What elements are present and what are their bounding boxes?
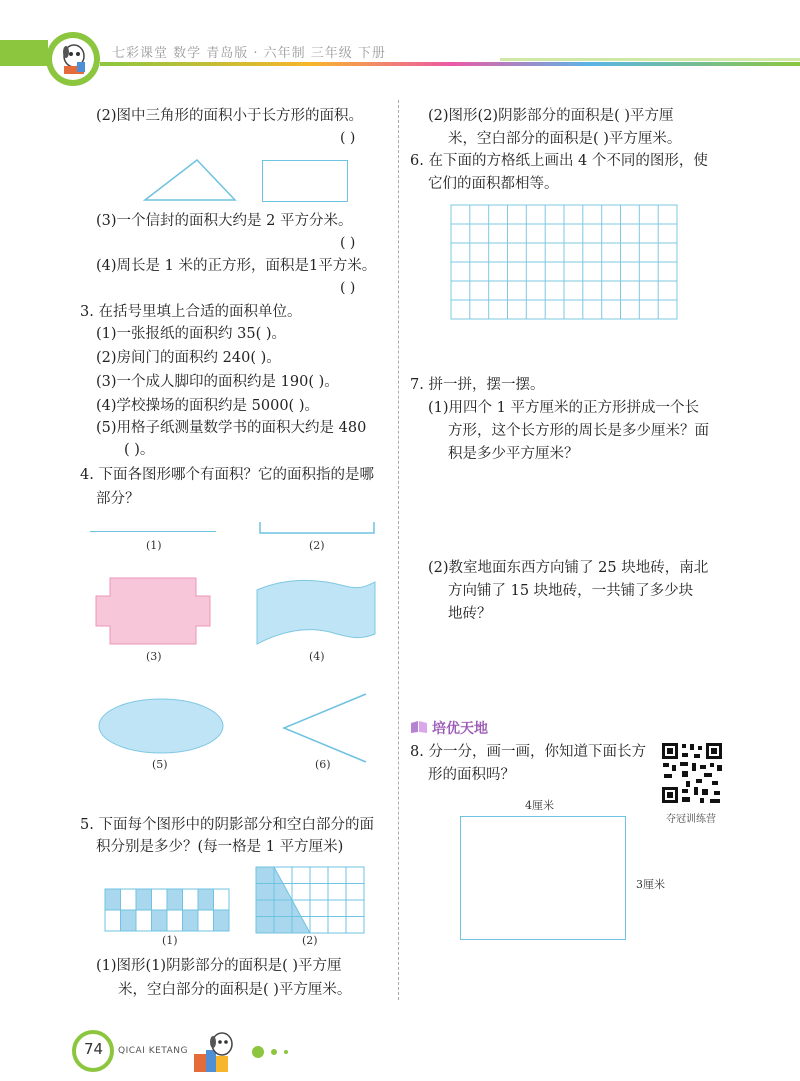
section-book-icon (410, 720, 428, 734)
q5-answer-2: (2)图形(2)阴影部分的面积是( )平方厘 (428, 108, 674, 124)
q3-item-5: (5)用格子纸测量数学书的面积大约是 480 (96, 420, 367, 436)
figure-wavy-shape (255, 576, 377, 648)
rectangle-figure (262, 160, 348, 202)
q7-2-line1: (2)教室地面东西方向铺了 25 块地砖，南北 (428, 560, 709, 576)
q7-2-line2: 方向铺了 15 块地砖，一共铺了多少块 (448, 583, 694, 599)
figure-pink-shape (94, 576, 212, 646)
mascot-logo (44, 30, 102, 88)
figure-ellipse (97, 697, 225, 755)
page-number: 74 (84, 1040, 104, 1058)
q2-item-2: (2)图中三角形的面积小于长方形的面积。 (96, 108, 364, 124)
q3-item-4: (4)学校操场的面积约是 5000( )。 (96, 398, 319, 414)
figure-line (90, 531, 216, 532)
q4-title-cont: 部分？ (96, 491, 140, 507)
grid-caption-1: (1) (162, 934, 178, 947)
q7-1-line3: 积是多少平方厘米？ (448, 446, 579, 462)
caption-1: (1) (146, 539, 162, 552)
rect-top-label: 4厘米 (525, 799, 554, 812)
caption-3: (3) (146, 650, 162, 663)
answer-paren-2[interactable]: ( ) (340, 130, 356, 146)
qr-caption: 夺冠训练营 (666, 814, 716, 825)
q8-rectangle[interactable] (460, 816, 626, 940)
q2-item-3: (3)一个信封的面积大约是 2 平方分米。 (96, 213, 353, 229)
q6-title-cont: 它们的面积都相等。 (428, 176, 559, 192)
figure-open-bracket (258, 520, 378, 536)
q3-item-5-cont: ( )。 (124, 442, 155, 458)
q5-answer-1-cont: 米，空白部分的面积是( )平方厘米。 (118, 982, 352, 998)
q5-title: 5. 下面每个图形中的阴影部分和空白部分的面 (80, 817, 374, 833)
rect-side-label: 3厘米 (636, 878, 665, 891)
caption-6: (6) (315, 758, 331, 771)
footer-brand: QICAI KETANG (118, 1046, 188, 1056)
q3-title: 3. 在括号里填上合适的面积单位。 (80, 304, 302, 320)
caption-4: (4) (309, 650, 325, 663)
q4-title: 4. 下面各图形哪个有面积？它的面积指的是哪 (80, 467, 374, 483)
answer-paren-3[interactable]: ( ) (340, 235, 356, 251)
q7-1-line2: 方形，这个长方形的周长是多少厘米？面 (448, 423, 709, 439)
footer-dots (250, 1044, 300, 1058)
q8-line1: 8. 分一分，画一画，你知道下面长方 (410, 744, 646, 760)
figure-angle (280, 692, 370, 764)
caption-5: (5) (152, 758, 168, 771)
column-divider (398, 100, 399, 1000)
footer-mascot (190, 1030, 244, 1074)
q7-title: 7. 拼一拼，摆一摆。 (410, 377, 545, 393)
header-title: 七彩课堂 数学 青岛版 · 六年制 三年级 下册 (112, 46, 386, 61)
q2-item-4: (4)周长是 1 米的正方形，面积是1平方米。 (96, 258, 377, 274)
q7-1-line1: (1)用四个 1 平方厘米的正方形拼成一个长 (428, 400, 699, 416)
section-title: 培优天地 (432, 721, 488, 737)
q5-title-cont: 积分别是多少？(每一格是 1 平方厘米) (96, 839, 344, 855)
answer-paren-4[interactable]: ( ) (340, 280, 356, 296)
q7-2-line3: 地砖？ (448, 606, 492, 622)
q3-item-3: (3)一个成人脚印的面积约是 190( )。 (96, 374, 339, 390)
grid-figure-2 (255, 866, 365, 934)
grid-caption-2: (2) (302, 934, 318, 947)
q8-line2: 形的面积吗？ (428, 767, 515, 783)
caption-2: (2) (309, 539, 325, 552)
square-grid-paper[interactable] (450, 204, 678, 320)
grid-figure-1 (104, 888, 230, 932)
q3-item-2: (2)房间门的面积约 240( )。 (96, 350, 281, 366)
q6-title: 6. 在下面的方格纸上画出 4 个不同的图形，使 (410, 153, 708, 169)
q5-answer-1: (1)图形(1)阴影部分的面积是( )平方厘 (96, 958, 342, 974)
q5-answer-2-cont: 米，空白部分的面积是( )平方厘米。 (448, 131, 682, 147)
triangle-figure (140, 155, 240, 205)
q3-item-1: (1)一张报纸的面积约 35( )。 (96, 326, 287, 342)
qr-code-icon[interactable] (660, 741, 724, 805)
